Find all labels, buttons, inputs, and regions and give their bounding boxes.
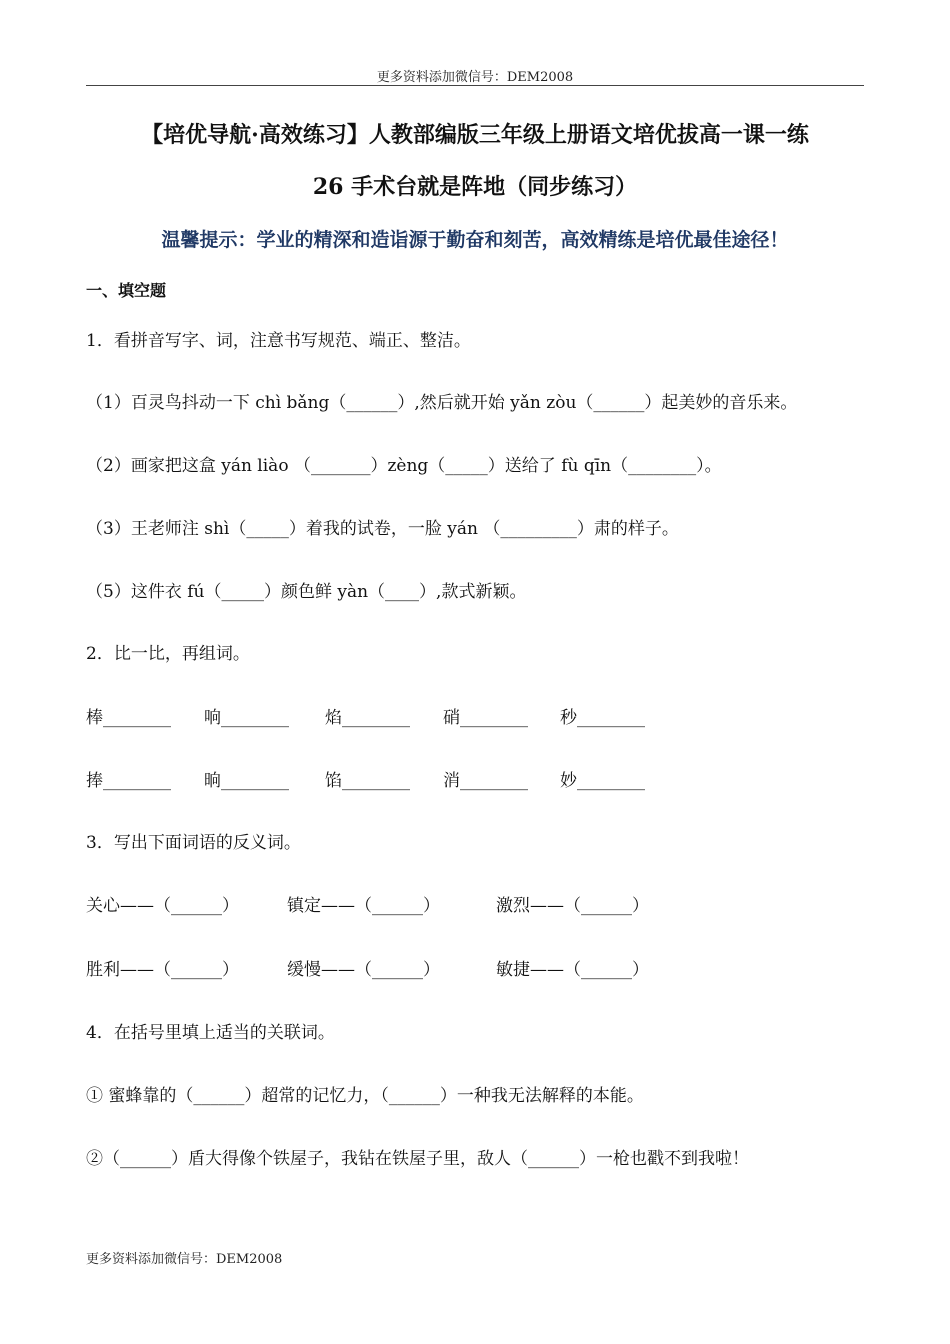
question-4-prompt: 4．在括号里填上适当的关联词。 (86, 1023, 335, 1043)
page-header: 更多资料添加微信号：DEM2008 (376, 70, 574, 85)
question-3-prompt: 3．写出下面词语的反义词。 (86, 833, 301, 853)
compare-word-cell: 焰________ (325, 708, 410, 728)
compare-word-cell: 响________ (204, 708, 289, 728)
question-1-item: （3）王老师注 shì（_____）着我的试卷，一脸 yán （_________）肃的样子。 (86, 519, 679, 539)
tip-banner: 温馨提示：学业的精深和造诣源于勤奋和刻苦，高效精练是培优最佳途径！ (161, 229, 789, 251)
compare-word-cell: 妙________ (560, 771, 645, 791)
header-divider (86, 85, 864, 86)
antonym-cell: 激烈——（______） (496, 896, 649, 916)
question-4-item: ②（______）盾大得像个铁屋子，我钻在铁屋子里，敌人（______）一枪也戳不到我啦！ (86, 1149, 749, 1169)
antonym-cell: 敏捷——（______） (496, 960, 649, 980)
section-heading-fill-blanks: 一、填空题 (86, 281, 167, 300)
compare-word-cell: 馅________ (325, 771, 410, 791)
question-1-item: （5）这件衣 fú（_____）颜色鲜 yàn（____）,款式新颖。 (86, 582, 527, 602)
compare-word-cell: 捧________ (86, 771, 171, 791)
compare-word-cell: 秒________ (560, 708, 645, 728)
question-2-prompt: 2．比一比，再组词。 (86, 644, 250, 664)
question-1-prompt: 1．看拼音写字、词，注意书写规范、端正、整洁。 (86, 331, 471, 351)
compare-word-cell: 晌________ (204, 771, 289, 791)
page-footer: 更多资料添加微信号：DEM2008 (86, 1252, 283, 1267)
compare-word-cell: 硝________ (443, 708, 528, 728)
compare-word-cell: 消________ (443, 771, 528, 791)
compare-word-cell: 棒________ (86, 708, 171, 728)
antonym-cell: 关心——（______） (86, 896, 239, 916)
document-title-line2: 26 手术台就是阵地（同步练习） (312, 174, 638, 200)
question-1-item: （2）画家把这盒 yán liào （_______）zèng（_____）送给了 fù qīn（________）。 (86, 456, 722, 476)
antonym-cell: 镇定——（______） (287, 896, 440, 916)
question-4-item: ① 蜜蜂靠的（______）超常的记忆力，（______）一种我无法解释的本能。 (86, 1086, 644, 1106)
antonym-cell: 胜利——（______） (86, 960, 239, 980)
document-title-line1: 【培优导航·高效练习】人教部编版三年级上册语文培优拔高一课一练 (141, 122, 809, 148)
antonym-cell: 缓慢——（______） (287, 960, 440, 980)
question-1-item: （1）百灵鸟抖动一下 chì bǎng（______）,然后就开始 yǎn zòu（______）起美妙的音乐来。 (86, 393, 798, 413)
